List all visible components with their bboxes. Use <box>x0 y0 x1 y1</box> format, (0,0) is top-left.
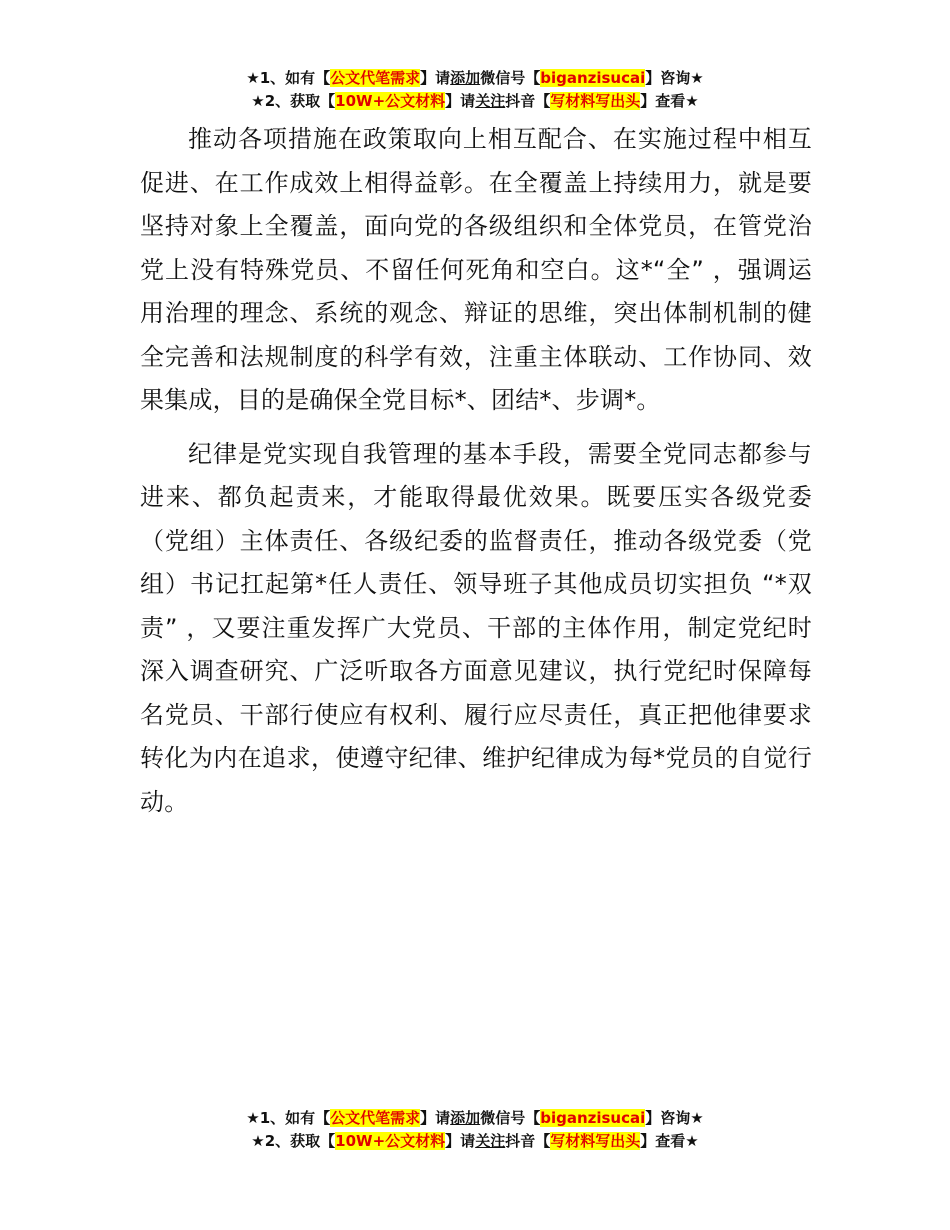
highlight-service: 公文代笔需求 <box>330 69 421 87</box>
banner-text: 】咨询 <box>645 69 691 87</box>
star-icon: ★ <box>246 1109 260 1127</box>
banner-line-2 <box>0 90 950 113</box>
banner-text: 】查看 <box>640 1132 686 1150</box>
paragraph-2: 纪律是党实现自我管理的基本手段，需要全党同志都参与进来、都负起责来，才能取得最优效果。既要压实各级党委（党组）主体责任、各级纪委的监督责任，推动各级党委（党组）书记扛起第*任人责任、领导班子其他成员切实担负 “*双责” ，又要注重发挥广大党员、干部的主体作用，制定党纪时深入调查研究、广泛听取各方面意见建议，执行党纪时保障每名党员、干部行使应有权利、履行应尽责任，真正把他律要求转化为内在追求，使遵守纪律、维护纪律成为每*党员的自觉行动。 <box>140 439 812 816</box>
banner-line-2 <box>0 1130 950 1153</box>
footer-banner <box>0 1107 950 1153</box>
star-icon: ★ <box>685 1132 699 1150</box>
douyin-account: 写材料写出头 <box>550 92 641 110</box>
banner-emphasis: 关注 <box>475 92 506 110</box>
wechat-id: biganzisucai <box>540 69 646 87</box>
banner-text: 】请 <box>445 1132 476 1150</box>
banner-text: 微信号【 <box>480 1109 541 1127</box>
douyin-account: 写材料写出头 <box>550 1132 641 1150</box>
highlight-service: 公文代笔需求 <box>330 1109 421 1127</box>
banner-text: 微信号【 <box>480 69 541 87</box>
highlight-materials: 10W+公文材料 <box>335 92 446 110</box>
star-icon: ★ <box>251 92 265 110</box>
banner-text: 】咨询 <box>645 1109 691 1127</box>
star-icon: ★ <box>246 69 260 87</box>
banner-line-1 <box>0 67 950 90</box>
banner-emphasis: 添加 <box>450 69 481 87</box>
banner-emphasis: 添加 <box>450 1109 481 1127</box>
highlight-materials: 10W+公文材料 <box>335 1132 446 1150</box>
banner-text: 1、如有【 <box>259 69 331 87</box>
banner-emphasis: 关注 <box>475 1132 506 1150</box>
banner-text: 】请 <box>420 1109 451 1127</box>
wechat-id: biganzisucai <box>540 1109 646 1127</box>
star-icon: ★ <box>685 92 699 110</box>
banner-text: 2、获取【 <box>264 92 336 110</box>
document-body <box>140 118 812 834</box>
star-icon: ★ <box>251 1132 265 1150</box>
star-icon: ★ <box>690 69 704 87</box>
banner-text: 1、如有【 <box>259 1109 331 1127</box>
star-icon: ★ <box>690 1109 704 1127</box>
paragraph-1: 推动各项措施在政策取向上相互配合、在实施过程中相互促进、在工作成效上相得益彰。在全覆盖上持续用力，就是要坚持对象上全覆盖，面向党的各级组织和全体党员，在管党治党上没有特殊党员、不留任何死角和空白。这*“全” ，强调运用治理的理念、系统的观念、辩证的思维，突出体制机制的健全完善和法规制度的科学有效，注重主体联动、工作协同、效果集成，目的是确保全党目标*、团结*、步调*。 <box>140 125 812 414</box>
banner-text: 抖音【 <box>505 1132 551 1150</box>
header-banner <box>0 67 950 113</box>
banner-text: 】请 <box>420 69 451 87</box>
banner-text: 】请 <box>445 92 476 110</box>
banner-line-1 <box>0 1107 950 1130</box>
banner-text: 2、获取【 <box>264 1132 336 1150</box>
banner-text: 】查看 <box>640 92 686 110</box>
banner-text: 抖音【 <box>505 92 551 110</box>
